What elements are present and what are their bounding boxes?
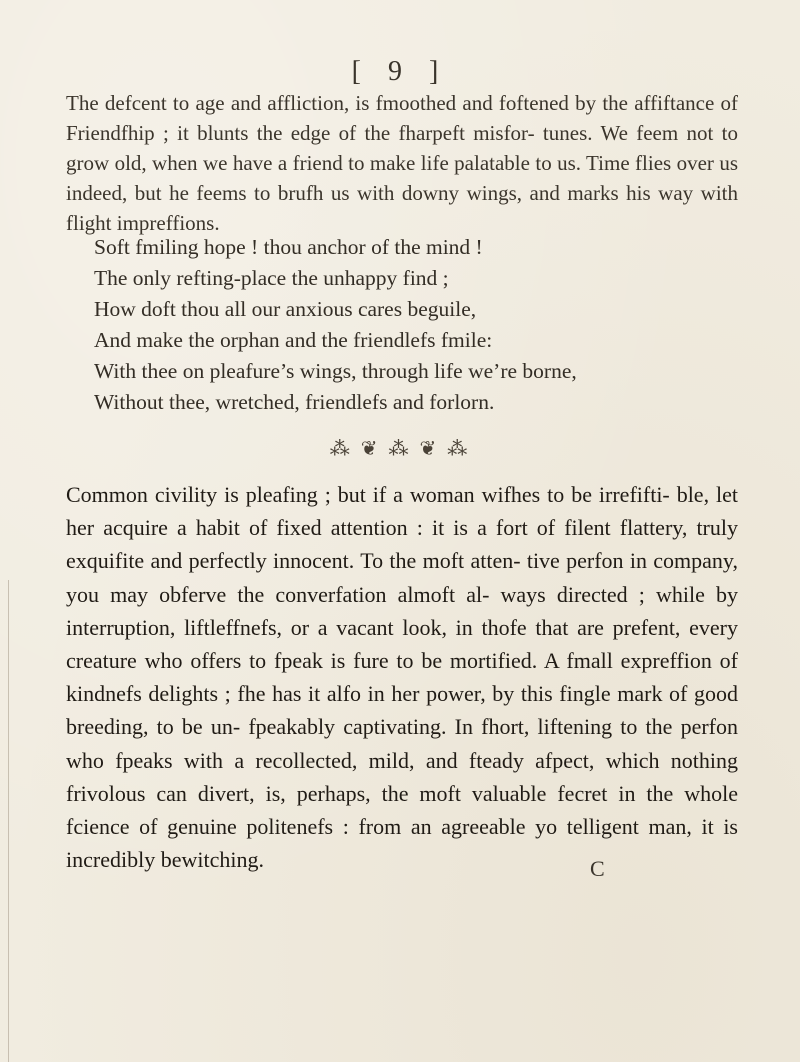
poem-line: Without thee, wretched, friendlefs and forlorn. bbox=[94, 390, 495, 414]
printer-ornament: ⁂ ❦ ⁂ ❦ ⁂ bbox=[329, 438, 471, 460]
paragraph-friendship: The defcent to age and affliction, is fmoothed and foftened by the affiftance of Friendfhip ; it blunts the edge of the fharpeft misfor- tunes. We feem not to grow old, when we have a friend to make life palatable to us. Time flies over us indeed, but he feems to brufh us with downy wings, and marks his way with flight impreffions. bbox=[66, 91, 738, 235]
poem-line: And make the orphan and the friendlefs fmile: bbox=[94, 328, 493, 352]
poem-line: How doft thou all our anxious cares beguile, bbox=[94, 297, 477, 321]
poem-line: The only refting-place the unhappy find ; bbox=[94, 266, 449, 290]
paragraph-civility: Common civility is pleafing ; but if a woman wifhes to be irrefifti- ble, let her acquire a habit of fixed attention : it is a fort of filent flattery, truly exquifite and perfectly innocent. To the moft atten- tive perfon in company, you may obferve the converfation almoft al- ways directed ; while by interruption, liftleffnefs, or a vacant look, in thofe that are prefent, every creature who offers to fpeak is fure to be mortified. A fmall expreffion of kindnefs delights ; fhe has it alfo in her power, by this fingle mark of good breeding, to be un- fpeakably captivating. In fhort, liftening to the perfon who fpeaks with a recollected, mild, and fteady afpect, which nothing frivolous can divert, is, perhaps, the moft valuable fecret in the whole fcience of genuine politenefs : from an agreeable yo telligent man, it is incredibly bewitching. bbox=[66, 482, 738, 873]
catchword: C bbox=[590, 856, 605, 881]
poem-line: With thee on pleafure’s wings, through life we’re borne, bbox=[94, 359, 577, 383]
page-number: [ 9 ] bbox=[351, 56, 449, 87]
poem-line: Soft fmiling hope ! thou anchor of the mind ! bbox=[94, 235, 483, 259]
poem-stanza bbox=[94, 232, 744, 418]
page-edge-line bbox=[8, 580, 9, 1062]
